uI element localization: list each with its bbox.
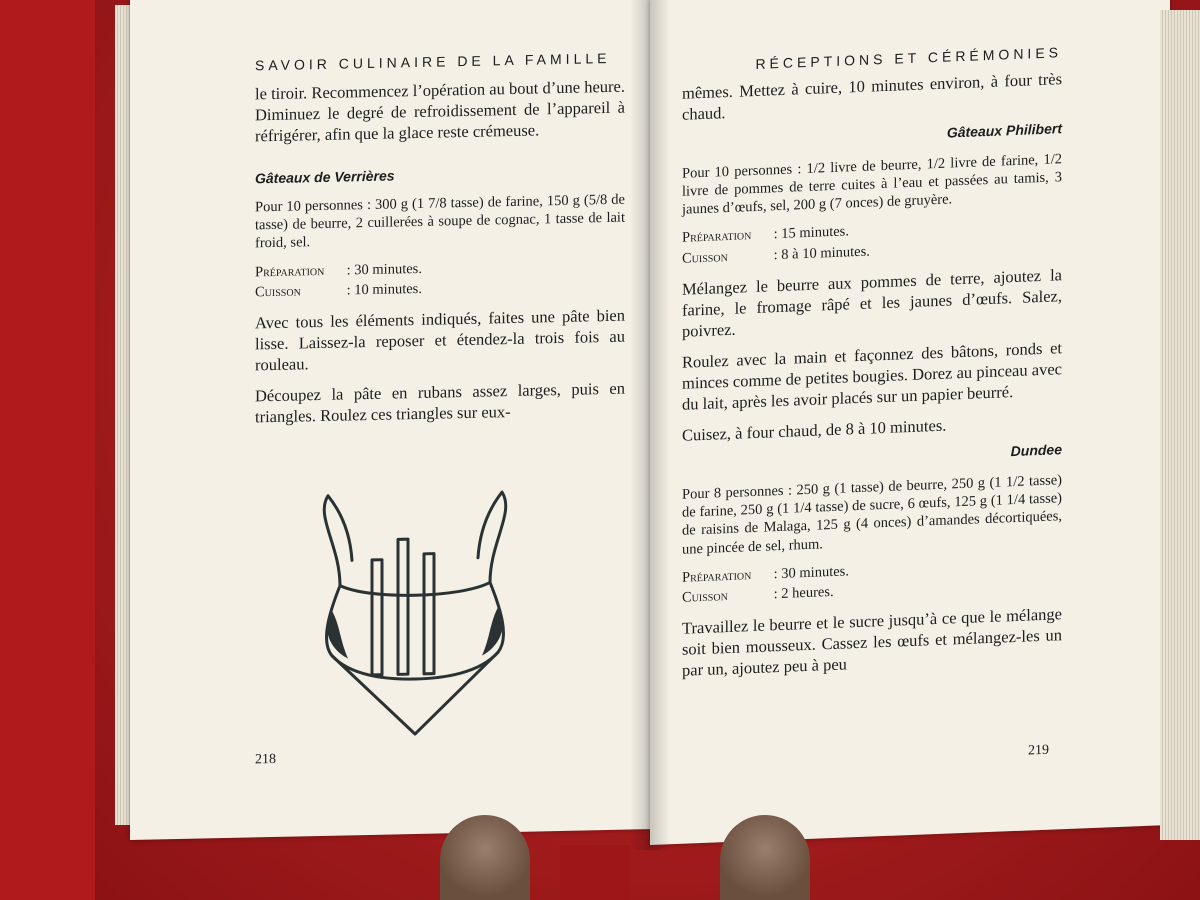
cooking-value: : 10 minutes.	[346, 280, 422, 299]
recipe-title: Dundee	[1010, 441, 1062, 460]
preparation-value: : 15 minutes.	[773, 223, 849, 243]
ingredients: Pour 10 personnes : 300 g (1 7/8 tasse) de farine, 150 g (5/8 de tasse) de beurre, 2 cuillerées à soupe de cognac, 1 tasse de lait froid, sel.	[255, 191, 625, 252]
lyre-illustration-icon	[310, 487, 520, 751]
right-thumb	[720, 815, 810, 900]
page-number-left: 218	[255, 751, 276, 768]
recipe-title: Gâteaux de Verrières	[255, 167, 395, 187]
running-head-left: SAVOIR CULINAIRE DE LA FAMILLE	[255, 49, 611, 74]
paragraph: Roulez avec la main et façonnez des bâtons, ronds et minces comme de petites bougies. Dorez au pinceau avec du lait, après les avoir placés sur un papier beurré.	[682, 338, 1062, 414]
paragraph: Découpez la pâte en rubans assez larges, puis en triangles. Roulez ces triangles sur eux-	[255, 378, 625, 427]
paragraph: le tiroir. Recommencez l’opération au bout d’une heure. Diminuez le degré de refroidissement de l’appareil à réfrigérer, afin que la glace reste crémeuse.	[255, 76, 625, 146]
right-page-edges	[1160, 10, 1200, 840]
paragraph: Travaillez le beurre et le sucre jusqu’à ce que le mélange soit bien mousseux. Cassez les œufs et mélangez-les un par un, ajoutez peu à peu	[682, 603, 1062, 680]
cooking-value: : 2 heures.	[773, 584, 834, 603]
running-head-right: RÉCEPTIONS ET CÉRÉMONIES	[755, 44, 1062, 72]
paragraph: Cuisez, à four chaud, de 8 à 10 minutes.	[682, 415, 947, 445]
left-thumb	[440, 815, 530, 900]
left-page	[130, 0, 651, 840]
right-page	[650, 0, 1170, 845]
page-number-right: 219	[1028, 742, 1049, 759]
preparation-label: Préparation	[255, 262, 325, 280]
right-page-content	[682, 44, 1062, 691]
cooking-label: Cuisson	[682, 248, 728, 267]
preparation-label: Préparation	[682, 227, 752, 247]
ingredients: Pour 10 personnes : 1/2 livre de beurre, 1/2 livre de farine, 1/2 livre de pommes de terre cuites à l’eau et passées au tamis, 3 jaunes d’œufs, sel, 200 g (7 onces) de gruyère.	[682, 151, 1062, 219]
preparation-value: : 30 minutes.	[346, 260, 422, 278]
cooking-label: Cuisson	[255, 283, 301, 301]
book-gutter	[630, 0, 670, 850]
bookmark-ribbon	[560, 845, 630, 900]
paragraph: Mélangez le beurre aux pommes de terre, ajoutez la farine, le fromage râpé et les jaunes d’œufs. Salez, poivrez.	[682, 264, 1062, 341]
preparation-label: Préparation	[682, 566, 752, 586]
cooking-label: Cuisson	[682, 588, 728, 606]
cooking-value: : 8 à 10 minutes.	[773, 243, 870, 264]
open-book	[110, 0, 1200, 850]
paragraph: mêmes. Mettez à cuire, 10 minutes environ, à four très chaud.	[682, 69, 1062, 124]
left-page-content	[255, 50, 625, 438]
ingredients: Pour 8 personnes : 250 g (1 tasse) de beurre, 250 g (1 1/2 tasse) de farine, 250 g (1 1/4 tasse) de sucre, 6 œufs, 125 g (1 1/4 tasse) de raisins de Malaga, 125 g (4 onces) d’amandes décortiquées, une pincée de sel, rhum.	[682, 472, 1062, 558]
paragraph: Avec tous les éléments indiqués, faites une pâte bien lisse. Laissez-la reposer et étendez-la trois fois au rouleau.	[255, 305, 625, 375]
recipe-title: Gâteaux Philibert	[946, 120, 1062, 141]
preparation-value: : 30 minutes.	[773, 563, 849, 582]
